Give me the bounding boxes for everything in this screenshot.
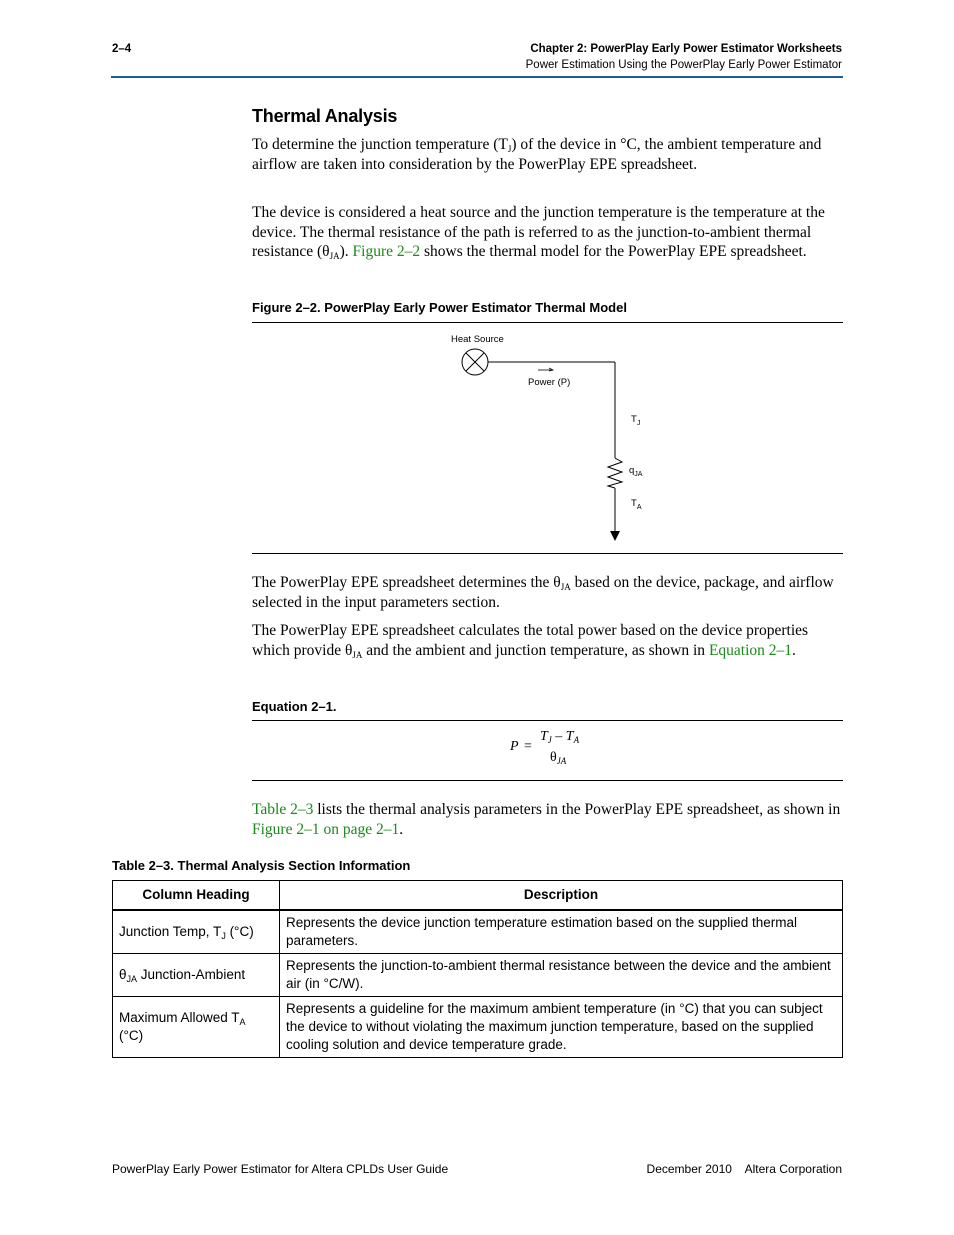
row-description: Represents the junction-to-ambient thermal resistance between the device and the ambient air (in °C/W). — [280, 954, 843, 997]
equation-lhs: P — [510, 739, 519, 754]
row-description: Represents the device junction temperature estimation based on the supplied thermal parameters. — [280, 910, 843, 954]
page-number: 2–4 — [112, 43, 132, 55]
equation-denominator: $\theta_{JA}$ — [550, 750, 567, 766]
equation-equals: = — [524, 739, 532, 754]
row-heading: Maximum Allowed $T_A$ (°C) — [113, 997, 280, 1058]
paragraph-heat-source: The device is considered a heat source and the junction temperature is the temperature at the device. The thermal resistance of the path is referred to as the junction-to-ambient thermal resistance $(\theta_{JA})$. Figure 2–2 shows the thermal model for the PowerPlay EPE spreadsheet. — [252, 204, 825, 261]
resistor-icon — [608, 458, 622, 488]
table-header-row — [113, 881, 843, 911]
paragraph-calculates: The PowerPlay EPE spreadsheet calculates the total power based on the device properties which provide $\theta_{JA}$ and the ambient and junction temperature, as shown in Equation 2–1. — [252, 622, 809, 660]
table-2-3-link[interactable]: Table 2–3 — [252, 801, 314, 818]
section-title: Power Estimation Using the PowerPlay Early Power Estimator — [525, 59, 842, 71]
paragraph-determines: The PowerPlay EPE spreadsheet determines the $\theta_{JA}$ based on the device, package, and airflow selected in the input parameters section. — [252, 574, 834, 611]
table-row — [113, 997, 843, 1058]
description-header: Description — [280, 881, 843, 911]
table-caption: Table 2–3. Thermal Analysis Section Information — [112, 858, 411, 873]
header-rule — [111, 76, 843, 78]
power-equation — [508, 729, 598, 777]
figure-2-2-link[interactable]: Figure 2–2 — [352, 243, 421, 260]
chapter-title: Chapter 2: PowerPlay Early Power Estimator Worksheets — [530, 43, 842, 55]
equation-bottom-rule — [252, 780, 843, 781]
footer-guide-title: PowerPlay Early Power Estimator for Altera CPLDs User Guide — [112, 1162, 449, 1176]
equation-caption: Equation 2–1. — [252, 699, 337, 714]
row-heading: $\theta_{JA}$ Junction-Ambient — [113, 954, 280, 997]
ta-label: $T_A$ — [631, 498, 642, 511]
power-label: Power (P) — [528, 377, 571, 388]
ambient-arrow-icon — [610, 531, 620, 541]
figure-bottom-rule — [252, 553, 843, 554]
tj-label: $T_J$ — [631, 414, 641, 427]
figure-2-1-link[interactable]: Figure 2–1 on page 2–1 — [252, 820, 400, 838]
section-heading: Thermal Analysis — [252, 106, 398, 126]
footer-date-company: December 2010 Altera Corporation — [646, 1162, 842, 1176]
paragraph-table-ref: Table 2–3 lists the thermal analysis parameters in the PowerPlay EPE spreadsheet, as shown in Figure 2–1 on page 2–1. — [252, 801, 841, 838]
equation-top-rule — [252, 720, 843, 721]
equation-2-1-link[interactable]: Equation 2–1 — [708, 641, 793, 659]
thermal-analysis-table — [112, 880, 843, 1058]
heat-source-label: Heat Source — [451, 334, 504, 345]
paragraph-junction-temp: To determine the junction temperature $(T_J)$ of the device in °C, the ambient temperature and airflow are taken into consideration by the PowerPlay EPE spreadsheet. — [252, 136, 822, 173]
table-row — [113, 910, 843, 954]
equation-numerator: $T_J - T_A$ — [540, 729, 580, 745]
table-row — [113, 954, 843, 997]
qja-label: $q_{JA}$ — [629, 465, 643, 478]
current-arrow-icon — [538, 368, 553, 371]
row-heading: Junction Temp, $T_J$ (°C) — [113, 910, 280, 954]
heat-source-icon — [462, 349, 488, 375]
thermal-model-diagram — [252, 323, 843, 553]
figure-caption: Figure 2–2. PowerPlay Early Power Estimator Thermal Model — [252, 300, 627, 315]
column-heading-header: Column Heading — [113, 881, 280, 911]
row-description: Represents a guideline for the maximum ambient temperature (in °C) that you can subject the device to without violating the maximum junction temperature, based on the supplied cooling solution and device temperature grade. — [280, 997, 843, 1058]
